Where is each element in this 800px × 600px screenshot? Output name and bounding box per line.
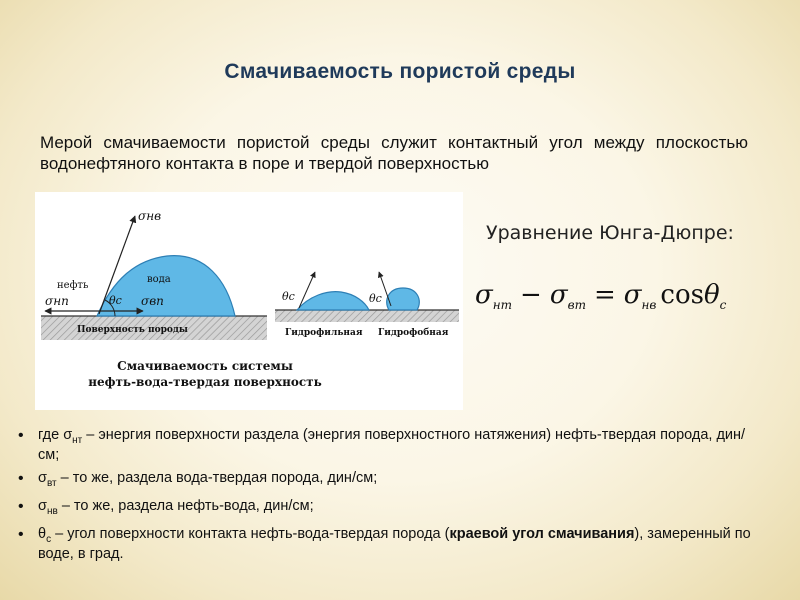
label-theta-c-hydrophilic: θс xyxy=(282,290,295,303)
sub-c: c xyxy=(719,298,727,313)
list-item: • где $\sigma_{нт}$ – энергия поверхности раздела (энергия поверхностного натяжения) нефть-твердая порода, дин/см; xyxy=(18,428,758,463)
sub-nt: нт xyxy=(492,298,513,313)
theta-symbol: θ xyxy=(703,280,720,310)
sigma-symbol: σ xyxy=(549,280,568,310)
intro-text: Мерой смачиваемости пористой среды служит контактный угол между плоскостью водонефтяного контакта в поре и твердой поверхностью xyxy=(40,133,748,173)
cos-function: cos xyxy=(660,280,704,310)
label-sigma-nt: σнп xyxy=(45,294,69,308)
sigma-symbol: σ xyxy=(623,280,642,310)
list-item: • $\theta_с$ – угол поверхности контакта нефть-вода-твердая порода (краевой угол смачивания), замеренный по воде, в град. xyxy=(18,527,758,562)
label-water: вода xyxy=(147,274,171,285)
list-item: • $\sigma_{вт}$ – то же, раздела вода-твердая порода, дин/см; xyxy=(18,471,758,491)
definitions-list xyxy=(18,428,758,570)
caption-line-2: нефть-вода-твердая поверхность xyxy=(88,375,322,389)
label-rock-surface: Поверхность породы xyxy=(77,325,188,335)
caption-line-1: Смачиваемость системы xyxy=(117,359,293,373)
young-dupre-equation xyxy=(475,280,726,312)
wettability-diagram xyxy=(35,192,463,410)
equation-heading: Уравнение Юнга-Дюпре: xyxy=(486,222,734,244)
label-sigma-nv: σнв xyxy=(138,209,162,223)
hydrophilic-drop xyxy=(297,292,369,310)
slide-title: Смачиваемость пористой среды xyxy=(224,60,576,83)
label-hydrophilic: Гидрофильная xyxy=(285,328,363,338)
rock-surface-right xyxy=(275,310,459,322)
label-theta-c: θс xyxy=(109,294,122,307)
label-sigma-vp: σвп xyxy=(141,294,164,308)
sub-vt: вт xyxy=(567,298,586,313)
wettability-figure xyxy=(35,192,463,410)
list-item: • $\sigma_{нв}$ – то же, раздела нефть-вода, дин/см; xyxy=(18,499,758,519)
equals-sign: = xyxy=(593,280,616,310)
label-hydrophobic: Гидрофобная xyxy=(378,328,449,338)
minus-sign: − xyxy=(520,280,542,310)
hydrophobic-drop xyxy=(387,288,420,310)
sigma-symbol: σ xyxy=(475,280,493,310)
label-oil: нефть xyxy=(57,280,89,291)
label-theta-c-hydrophobic: θс xyxy=(369,292,382,305)
sub-nv: нв xyxy=(641,298,657,313)
